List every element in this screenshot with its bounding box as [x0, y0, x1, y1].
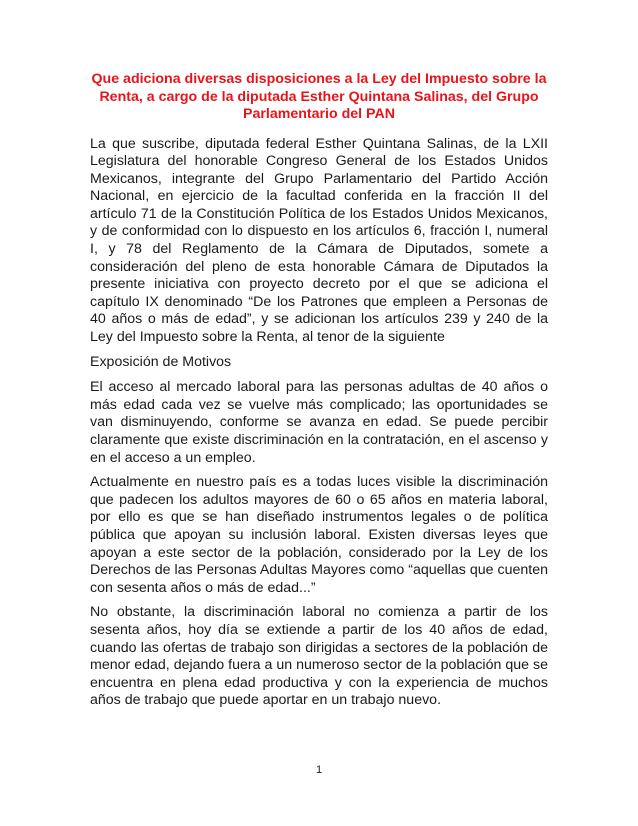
- document-title: Que adiciona diversas disposiciones a la Ley del Impuesto sobre la Renta, a cargo de la diputada Esther Quintana Salinas, del Grupo Parlamentario del PAN: [91, 71, 547, 122]
- intro-paragraph: La que suscribe, diputada federal Esther Quintana Salinas, de la LXII Legislatura del honorable Congreso General de los Estados Unidos Mexicanos, integrante del Grupo Parlamentario del Partido Acción Nacional, en ejercicio de la facultad conferida en la fracción II del artículo 71 de la Constitución Política de los Estados Unidos Mexicanos, y de conformidad con lo dispuesto en los artículos 6, fracción I, numeral I, y 78 del Reglamento de la Cámara de Diputados, somete a consideración del pleno de esta honorable Cámara de Diputados la presente iniciativa con proyecto decreto por el que se adiciona el capítulo IX denominado “De los Patrones que empleen a Personas de 40 años o más de edad”, y se adicionan los artículos 239 y 240 de la Ley del Impuesto sobre la Renta, al tenor de la siguiente: [90, 135, 548, 346]
- motives-paragraph-3: No obstante, la discriminación laboral no comienza a partir de los sesenta años, hoy día se extiende a partir de los 40 años de edad, cuando las ofertas de trabajo son dirigidas a sectores de la población de menor edad, dejando fuera a un numeroso sector de la población que se encuentra en plena edad productiva y con la experiencia de muchos años de trabajo que puede aportar en un trabajo nuevo.: [90, 604, 548, 709]
- page-number: 1: [315, 764, 323, 776]
- document-body: [90, 71, 548, 717]
- motives-paragraph-1: El acceso al mercado laboral para las personas adultas de 40 años o más edad cada vez se vuelve más complicado; las oportunidades se van disminuyendo, conforme se avanza en edad. Se puede percibir claramente que existe discriminación en la contratación, en el ascenso y en el acceso a un empleo.: [90, 379, 548, 466]
- section-heading: Exposición de Motivos: [90, 353, 232, 370]
- motives-paragraph-2: Actualmente en nuestro país es a todas luces visible la discriminación que padecen los adultos mayores de 60 o 65 años en materia laboral, por ello es que se han diseñado instrumentos legales o de política pública que apoyan su inclusión laboral. Existen diversas leyes que apoyan a este sector de la población, considerado por la Ley de los Derechos de las Personas Adultas Mayores como “aquellas que cuenten con sesenta años o más de edad...”: [90, 474, 548, 596]
